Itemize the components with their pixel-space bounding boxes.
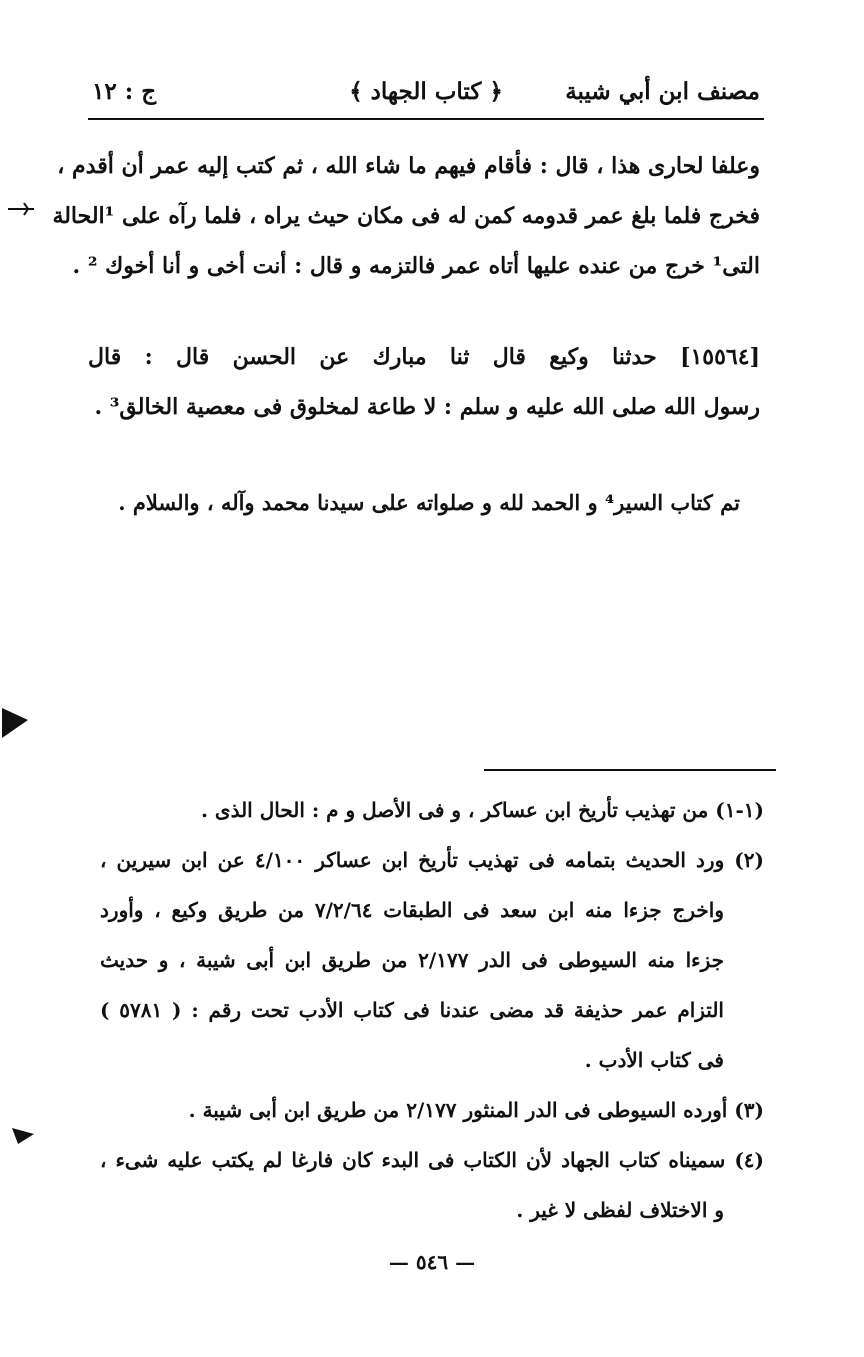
header-rule xyxy=(88,118,764,120)
chapter-title: ﴿ كتاب الجهاد ﴾ xyxy=(349,78,503,105)
footnote-line: التزام عمر حذيفة قد مضى عندنا فى كتاب الأدب تحت رقم : ( ٥٧٨١ ) xyxy=(100,998,724,1022)
book-title: مصنف ابن أبي شيبة xyxy=(565,78,760,105)
volume-number: ج : ١٢ xyxy=(92,78,157,105)
footnote-line: فى كتاب الأدب . xyxy=(584,1048,724,1072)
footnote-line: (٤) سميناه كتاب الجهاد لأن الكتاب فى البدء كان فارغا لم يكتب عليه شىء ، xyxy=(100,1148,764,1172)
hadith-line: رسول الله صلى الله عليه و سلم : لا طاعة لمخلوق فى معصية الخالق³ . xyxy=(94,394,760,420)
footnote-line: (٢) ورد الحديث بتمامه فى تهذيب تأريخ ابن عساكر ٤/١٠٠ عن ابن سيرين ، xyxy=(100,848,764,872)
footnote-line: جزءا منه السيوطى فى الدر ٢/١٧٧ من طريق ابن أبى شيبة ، و حديث xyxy=(100,948,724,972)
arrow-icon xyxy=(0,706,30,745)
text-line: التى¹ خرج من عنده عليها أتاه عمر فالتزمه و قال : أنت أخى و أنا أخوك ² . xyxy=(72,253,760,279)
paragraph-2 xyxy=(88,332,760,432)
paragraph-1 xyxy=(52,141,760,291)
text-line: وعلفا لحارى هذا ، قال : فأقام فيهم ما شاء الله ، ثم كتب إليه عمر أن أقدم ، xyxy=(57,153,760,179)
page-number: — ٥٤٦ — xyxy=(388,1250,476,1274)
footnote-line: (١-١) من تهذيب تأريخ ابن عساكر ، و فى الأصل و م : الحال الذى . xyxy=(201,798,764,822)
hadith-line: [١٥٥٦٤] حدثنا وكيع قال ثنا مبارك عن الحسن قال : قال xyxy=(88,344,760,370)
arrow-icon xyxy=(10,1124,36,1151)
footnote-line: واخرج جزءا منه ابن سعد فى الطبقات ٧/٢/٦٤ من طريق وكيع ، وأورد xyxy=(100,898,724,922)
text-line: فخرج فلما بلغ عمر قدومه كمن له فى مكان حيث يراه ، فلما رآه على ¹الحالة xyxy=(52,203,760,229)
pin-icon xyxy=(6,196,36,222)
closing-statement: تم كتاب السير⁴ و الحمد لله و صلواته على سيدنا محمد وآله ، والسلام . xyxy=(118,490,740,515)
running-header xyxy=(92,78,760,114)
footnote-line: (٣) أورده السيوطى فى الدر المنثور ٢/١٧٧ من طريق ابن أبى شيبة . xyxy=(188,1098,764,1122)
footnote-rule xyxy=(484,769,776,771)
footnotes xyxy=(100,785,764,1235)
footnote-line: و الاختلاف لفظى لا غير . xyxy=(516,1198,724,1222)
